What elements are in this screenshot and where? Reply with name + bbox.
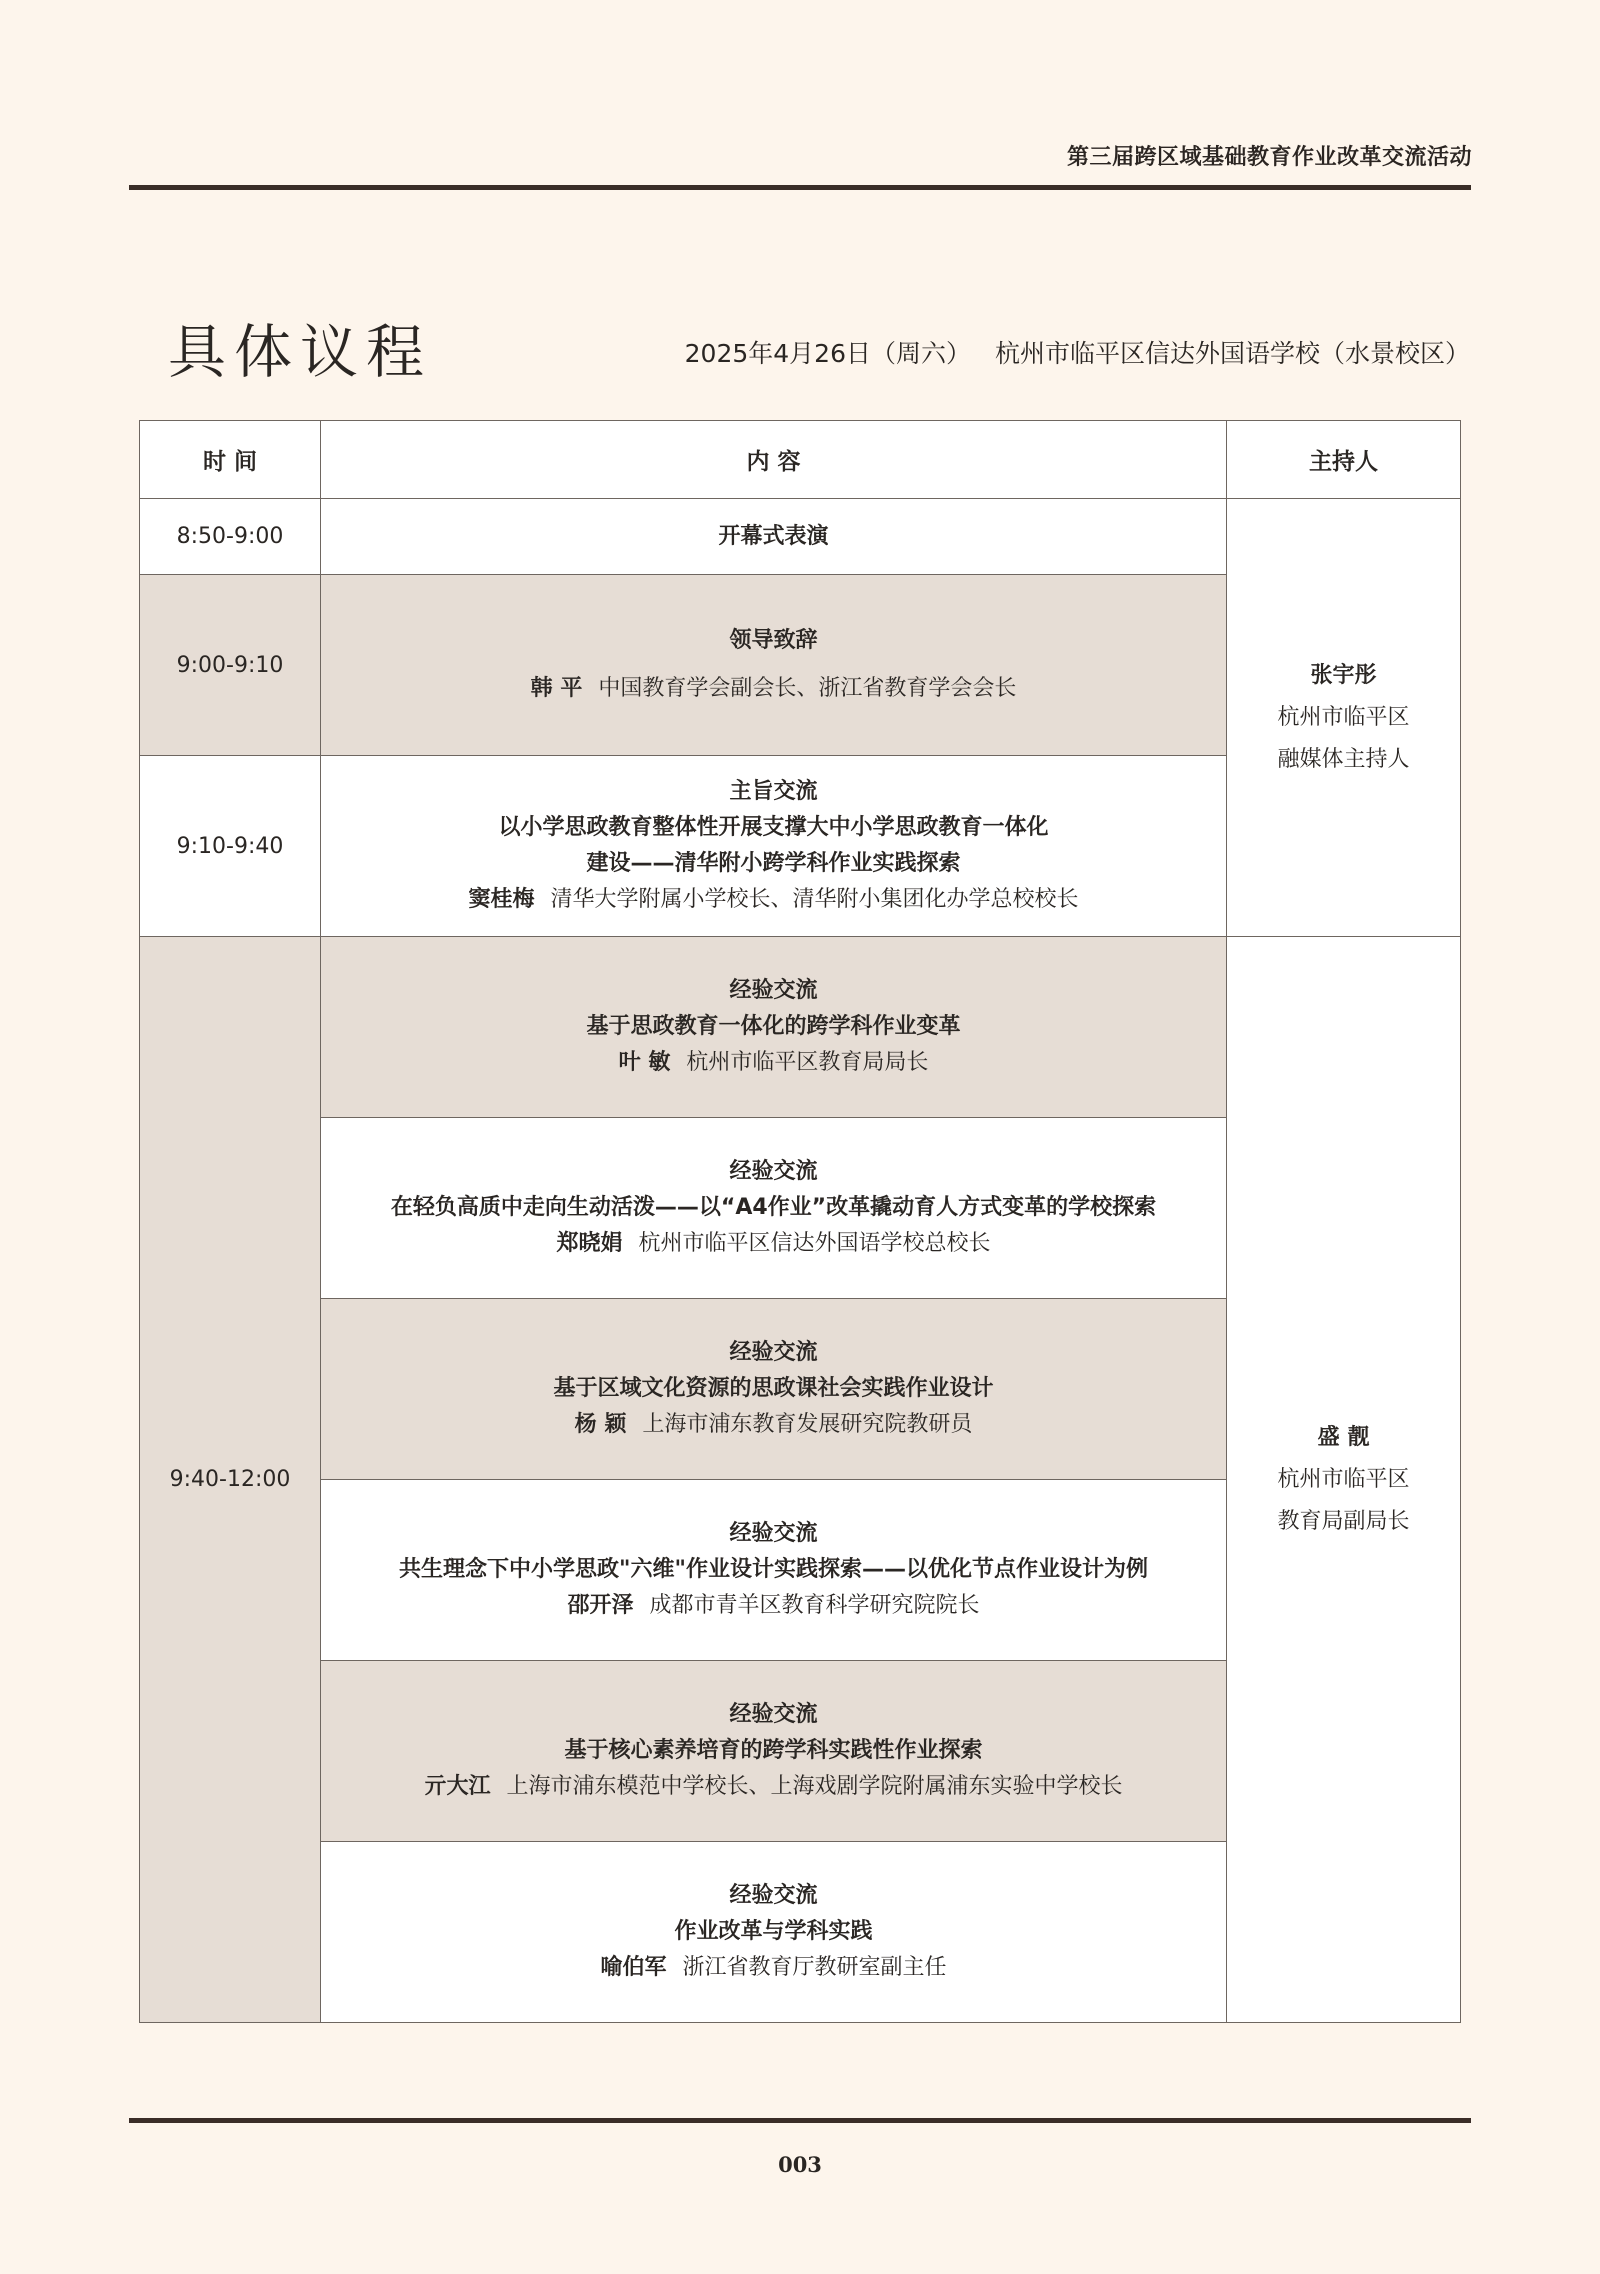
- session-topic-continued: 建设——清华附小跨学科作业实践探索: [586, 851, 961, 876]
- column-header-content: 内 容: [321, 421, 1227, 499]
- speaker-line: [321, 1950, 1226, 1986]
- top-rule: [129, 185, 1471, 190]
- time-cell: 8:50-9:00: [140, 499, 321, 575]
- speaker-role: 杭州市临平区信达外国语学校总校长: [638, 1231, 991, 1256]
- host-name: 张宇彤: [1310, 662, 1377, 688]
- event-date: 2025年4月26日（周六）: [684, 339, 971, 368]
- column-header-host: 主持人: [1227, 421, 1461, 499]
- session-type: 经验交流: [729, 1340, 818, 1365]
- session-topic: 在轻负高质中走向生动活泼——以“A4作业”改革撬动育人方式变革的学校探索: [390, 1195, 1157, 1220]
- session-type: 经验交流: [729, 1702, 818, 1727]
- speaker-line: [321, 671, 1226, 707]
- speaker-line: [321, 1226, 1226, 1262]
- session-type: 经验交流: [729, 1159, 818, 1184]
- speaker-role: 上海市浦东模范中学校长、上海戏剧学院附属浦东实验中学校长: [506, 1774, 1123, 1799]
- speaker-line: [321, 1588, 1226, 1624]
- speaker-name: 窦桂梅: [468, 887, 535, 912]
- session-type: 经验交流: [729, 1883, 818, 1908]
- session-topic: 基于核心素养培育的跨学科实践性作业探索: [564, 1738, 983, 1763]
- speaker-role: 成都市青羊区教育科学研究院院长: [649, 1593, 980, 1618]
- host-affiliation: 杭州市临平区: [1277, 704, 1410, 730]
- speaker-name: 喻伯军: [600, 1955, 667, 1980]
- time-cell: 9:00-9:10: [140, 575, 321, 756]
- speaker-role: 浙江省教育厅教研室副主任: [682, 1955, 947, 1980]
- session-type: 经验交流: [729, 1521, 818, 1546]
- content-cell: [321, 1299, 1227, 1480]
- bottom-rule: [129, 2118, 1471, 2123]
- speaker-role: 杭州市临平区教育局局长: [686, 1050, 929, 1075]
- event-meta: [661, 334, 1470, 370]
- time-cell: 9:40-12:00: [140, 937, 321, 2023]
- content-cell: [321, 937, 1227, 1118]
- session-type: 经验交流: [729, 978, 818, 1003]
- speaker-role: 中国教育学会副会长、浙江省教育学会会长: [598, 676, 1017, 701]
- speaker-name: 杨 颖: [574, 1412, 627, 1437]
- speaker-name: 邵开泽: [567, 1593, 634, 1618]
- host-name: 盛 靓: [1317, 1424, 1370, 1450]
- content-cell: [321, 1661, 1227, 1842]
- session-type: 主旨交流: [729, 779, 818, 804]
- session-topic: 以小学思政教育整体性开展支撑大中小学思政教育一体化: [498, 815, 1049, 840]
- session-topic: 作业改革与学科实践: [674, 1919, 873, 1944]
- content-cell: [321, 575, 1227, 756]
- host-affiliation: 杭州市临平区: [1277, 1466, 1410, 1492]
- content-cell: [321, 1842, 1227, 2023]
- session-type: 开幕式表演: [718, 523, 829, 549]
- speaker-line: [321, 1045, 1226, 1081]
- column-header-time: 时 间: [140, 421, 321, 499]
- speaker-name: 亓大江: [424, 1774, 491, 1799]
- session-type: 领导致辞: [729, 628, 818, 653]
- host-title: 教育局副局长: [1277, 1508, 1410, 1534]
- host-title: 融媒体主持人: [1277, 746, 1410, 772]
- content-cell: [321, 756, 1227, 937]
- event-venue: 杭州市临平区信达外国语学校（水景校区）: [994, 339, 1470, 368]
- session-topic: 基于思政教育一体化的跨学科作业变革: [586, 1014, 961, 1039]
- host-cell: [1227, 499, 1461, 937]
- speaker-role: 上海市浦东教育发展研究院教研员: [642, 1412, 973, 1437]
- content-cell: [321, 1118, 1227, 1299]
- speaker-line: [321, 882, 1226, 918]
- speaker-name: 韩 平: [530, 676, 583, 701]
- speaker-line: [321, 1407, 1226, 1443]
- content-cell: [321, 499, 1227, 575]
- speaker-name: 郑晓娟: [556, 1231, 623, 1256]
- time-cell: 9:10-9:40: [140, 756, 321, 937]
- host-cell: [1227, 937, 1461, 2023]
- speaker-name: 叶 敏: [618, 1050, 671, 1075]
- speaker-line: [321, 1769, 1226, 1805]
- session-topic: 基于区域文化资源的思政课社会实践作业设计: [553, 1376, 994, 1401]
- table-header-row: [140, 421, 1461, 499]
- table-row: [140, 499, 1461, 575]
- table-row: [140, 937, 1461, 1118]
- speaker-role: 清华大学附属小学校长、清华附小集团化办学总校校长: [550, 887, 1079, 912]
- page-number: 003: [778, 2152, 822, 2177]
- agenda-table: [139, 420, 1461, 2023]
- content-cell: [321, 1480, 1227, 1661]
- session-topic: 共生理念下中小学思政"六维"作业设计实践探索——以优化节点作业设计为例: [399, 1557, 1148, 1582]
- header-title: 第三届跨区域基础教育作业改革交流活动: [1066, 144, 1472, 170]
- page-title: 具体议程: [168, 318, 433, 386]
